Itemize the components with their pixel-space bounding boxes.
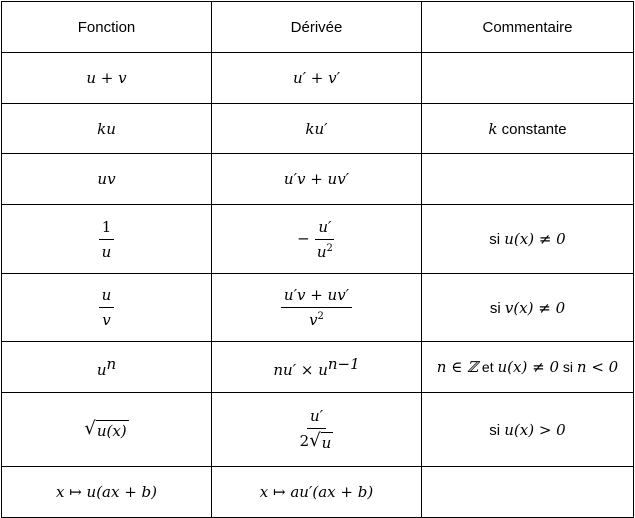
commentaire-text: si [489,299,505,317]
commentaire-cell [422,467,634,518]
header-row [2,2,634,53]
header-fonction: Fonction [2,2,212,53]
fonction-cell [2,205,212,274]
commentaire-math: u(x) ≠ 0 [504,230,566,248]
fraction-denominator: $u^2$ [316,242,333,261]
derivee-cell [212,467,422,518]
exponent: n [106,355,117,373]
fonction-cell [2,467,212,518]
header-commentaire: Commentaire [422,2,634,53]
fonction-fraction [99,218,115,261]
commentaire-math: u(x) ≠ 0 [497,358,559,376]
fonction-expr: ku [97,119,116,138]
derivee-fraction [297,407,337,452]
fraction-denominator: v [102,311,111,329]
commentaire-cell [422,104,634,154]
exponent: 2 [317,311,324,322]
derivatives-table [1,1,634,518]
derivee-fraction [281,286,352,329]
derivee-expr: u′ + v′ [292,69,341,87]
fonction-cell [2,154,212,205]
derivee-cell [212,205,422,274]
radical-sign: √ [309,430,321,451]
fonction-cell [2,393,212,467]
derivee-expr: nu′ × u [273,361,328,379]
fonction-expr: uv [97,170,116,188]
commentaire-cell [422,393,634,467]
denominator-sqrt [309,432,333,452]
fonction-expr: u [96,361,107,379]
derivee-expr: x ↦ au′(ax + b) [259,483,374,501]
fraction-numerator: u [99,286,115,308]
fonction-cell [2,342,212,393]
derivee-expr: u′v + uv′ [283,170,350,188]
fraction-numerator: u′v + uv′ [281,286,352,308]
derivee-cell [212,104,422,154]
fonction-sqrt [84,417,128,440]
fonction-cell [2,53,212,104]
fraction-denominator: 2 √ u [299,430,332,452]
fraction-numerator: u′ [307,407,326,429]
fonction-expr: u + v [86,69,127,87]
commentaire-cell [422,53,634,104]
commentaire-cell [422,205,634,274]
table-row [2,154,634,205]
commentaire-var: k [488,119,498,138]
radicand: u [321,434,332,452]
commentaire-math: n < 0 [576,358,619,376]
radicand: u(x) [96,421,127,440]
commentaire-text: constante [497,120,567,138]
derivee-cell [212,274,422,342]
header-derivee: Dérivée [212,2,422,53]
fraction-numerator: u′ [315,218,334,240]
fonction-expr: x ↦ u(ax + b) [55,483,158,501]
table-row [2,467,634,518]
exponent: n−1 [327,355,360,373]
commentaire-math: v(x) ≠ 0 [504,298,566,317]
commentaire-math: u(x) > 0 [504,420,566,439]
exponent: 2 [326,242,333,254]
fonction-cell [2,274,212,342]
radical-sign: √ [84,417,96,439]
table-row [2,205,634,274]
table-row [2,104,634,154]
fonction-cell [2,104,212,154]
commentaire-cell [422,154,634,205]
commentaire-cell [422,274,634,342]
commentaire-text: si [559,359,577,375]
commentaire-cell [422,342,634,393]
derivee-cell [212,154,422,205]
derivee-cell [212,342,422,393]
commentaire-text: si [489,231,505,248]
derivee-cell [212,53,422,104]
commentaire-math: n ∈ ℤ [436,358,479,376]
commentaire-text: et [478,359,498,375]
derivee-cell [212,393,422,467]
derivee-expr: ku′ [305,119,328,138]
minus-sign: − [297,228,310,247]
table-row [2,393,634,467]
derivee-fraction [314,218,336,261]
fraction-denominator: $v^2$ [309,311,324,329]
commentaire-text: si [489,421,505,439]
table-row [2,53,634,104]
table-row [2,274,634,342]
fraction-denominator: u [101,242,112,261]
fraction-numerator: 1 [99,218,115,240]
table-row [2,342,634,393]
fonction-fraction [99,286,115,329]
